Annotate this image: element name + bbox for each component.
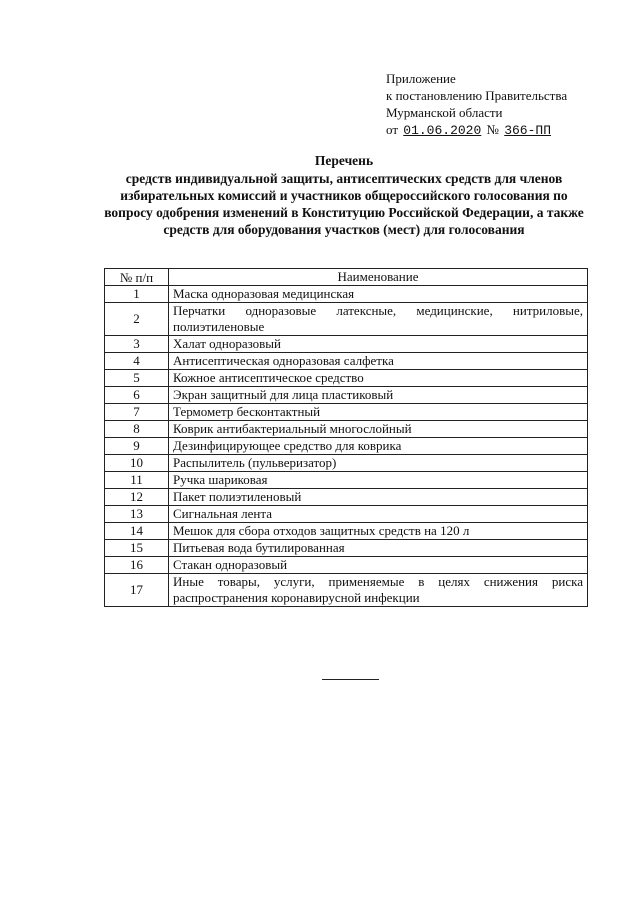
- table-row: [105, 455, 588, 472]
- row-name: Кожное антисептическое средство: [169, 370, 588, 387]
- row-number: 6: [105, 387, 169, 404]
- table-row: [105, 557, 588, 574]
- row-name: Коврик антибактериальный многослойный: [169, 421, 588, 438]
- row-number: 17: [105, 574, 169, 607]
- row-number: 12: [105, 489, 169, 506]
- row-number: 14: [105, 523, 169, 540]
- appendix-resolution-ref: к постановлению Правительства: [386, 88, 568, 103]
- date-prefix: от: [386, 122, 399, 137]
- row-name: Халат одноразовый: [169, 336, 588, 353]
- row-name: Распылитель (пульверизатор): [169, 455, 588, 472]
- row-number: 4: [105, 353, 169, 370]
- row-name: Дезинфицирующее средство для коврика: [169, 438, 588, 455]
- appendix-date-line: [386, 121, 626, 139]
- table-row: [105, 438, 588, 455]
- row-name: Мешок для сбора отходов защитных средств на 120 л: [169, 523, 588, 540]
- header-name: Наименование: [169, 269, 588, 286]
- appendix-block: [386, 70, 626, 139]
- appendix-label: Приложение: [386, 71, 456, 86]
- appendix-region: Мурманской области: [386, 105, 503, 120]
- row-name: Маска одноразовая медицинская: [169, 286, 588, 303]
- table-row: [105, 404, 588, 421]
- row-name: Иные товары, услуги, применяемые в целях снижения риска распространения коронавирусной инфекции: [169, 574, 588, 607]
- row-number: 10: [105, 455, 169, 472]
- table-row: [105, 523, 588, 540]
- row-number: 1: [105, 286, 169, 303]
- row-number: 11: [105, 472, 169, 489]
- table-row: [105, 286, 588, 303]
- page-title: Перечень: [314, 153, 374, 168]
- row-number: 13: [105, 506, 169, 523]
- row-name: Термометр бесконтактный: [169, 404, 588, 421]
- table-row: [105, 421, 588, 438]
- number-sign: №: [486, 122, 499, 137]
- table-row: [105, 472, 588, 489]
- row-name: Сигнальная лента: [169, 506, 588, 523]
- row-number: 8: [105, 421, 169, 438]
- table-row: [105, 336, 588, 353]
- row-number: 7: [105, 404, 169, 421]
- row-number: 5: [105, 370, 169, 387]
- items-table: [104, 268, 588, 607]
- table-row: [105, 370, 588, 387]
- resolution-number: 366-ПП: [504, 123, 551, 138]
- row-number: 2: [105, 303, 169, 336]
- table-row: [105, 387, 588, 404]
- table-row: [105, 303, 588, 336]
- table-header-row: [105, 269, 588, 286]
- row-number: 3: [105, 336, 169, 353]
- row-name: Перчатки одноразовые латексные, медицинские, нитриловые, полиэтиленовые: [169, 303, 588, 336]
- resolution-date: 01.06.2020: [403, 123, 482, 138]
- row-number: 15: [105, 540, 169, 557]
- row-name: Пакет полиэтиленовый: [169, 489, 588, 506]
- table-row: [105, 506, 588, 523]
- title-block: [100, 152, 588, 238]
- header-number: № п/п: [105, 269, 169, 286]
- page-subtitle: средств индивидуальной защиты, антисептических средств для членов избирательных комиссий и участников общероссийского голосования по вопросу одобрения изменений в Конституцию Российской Федерации, а также средств для оборудования участков (мест) для голосования: [104, 171, 584, 237]
- table-row: [105, 574, 588, 607]
- row-number: 16: [105, 557, 169, 574]
- row-name: Ручка шариковая: [169, 472, 588, 489]
- row-name: Стакан одноразовый: [169, 557, 588, 574]
- end-separator-line: [322, 679, 379, 680]
- row-name: Питьевая вода бутилированная: [169, 540, 588, 557]
- table-row: [105, 353, 588, 370]
- row-name: Антисептическая одноразовая салфетка: [169, 353, 588, 370]
- items-table-body: [105, 286, 588, 607]
- table-row: [105, 540, 588, 557]
- row-number: 9: [105, 438, 169, 455]
- row-name: Экран защитный для лица пластиковый: [169, 387, 588, 404]
- table-row: [105, 489, 588, 506]
